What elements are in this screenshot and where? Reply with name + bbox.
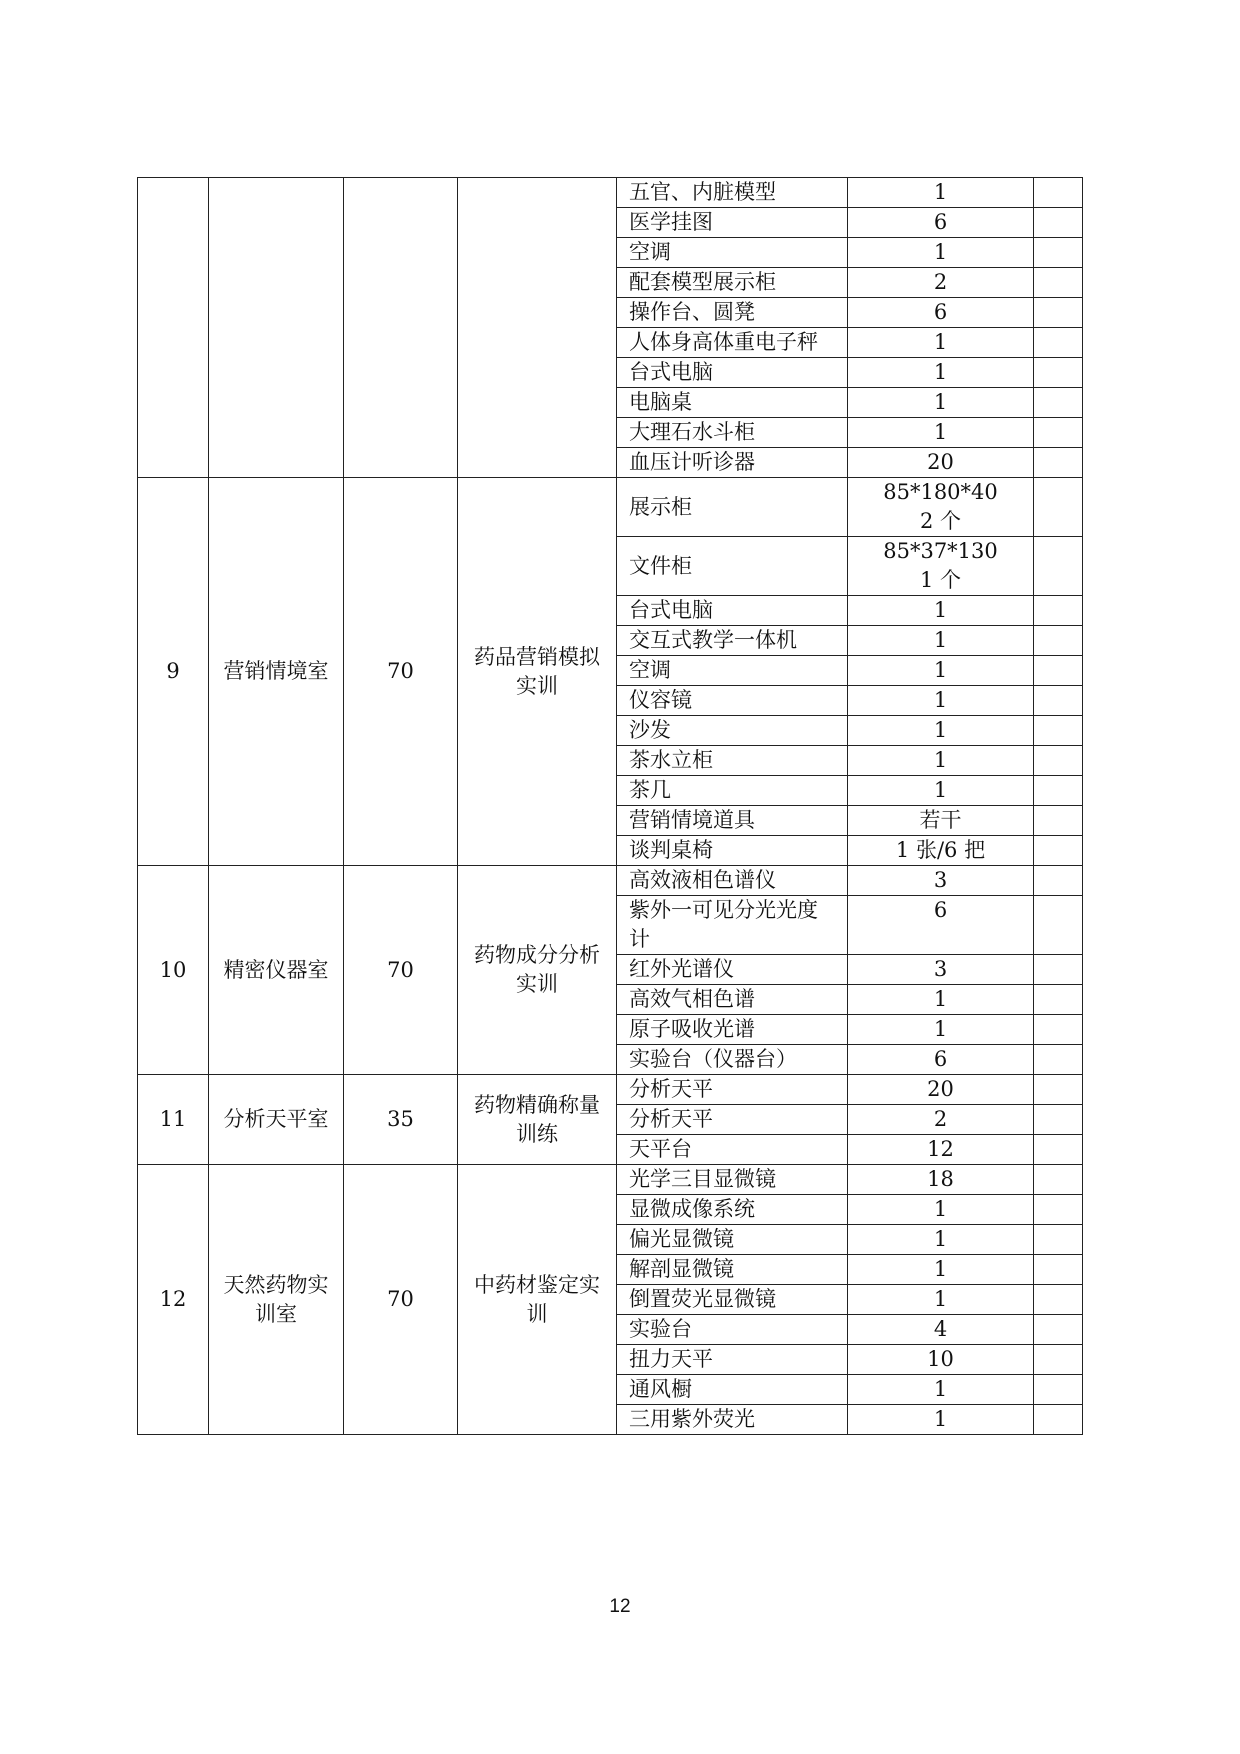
equipment-name-cell: 沙发 [617, 716, 848, 746]
equipment-name-cell: 倒置荧光显微镜 [617, 1285, 848, 1315]
text-line: 实训 [516, 972, 558, 996]
equipment-name-cell: 台式电脑 [617, 358, 848, 388]
room-number-cell: 11 [138, 1075, 209, 1165]
text-line: 天然药物实 [223, 1272, 329, 1297]
quantity-cell: 1 [848, 596, 1034, 626]
equipment-name-cell: 实验台 [617, 1315, 848, 1345]
remarks-cell [1034, 298, 1083, 328]
equipment-name-cell: 台式电脑 [617, 596, 848, 626]
remarks-cell [1034, 448, 1083, 478]
remarks-cell [1034, 896, 1083, 955]
quantity-cell: 1 [848, 626, 1034, 656]
quantity-cell: 2 [848, 268, 1034, 298]
room-number-cell: 12 [138, 1165, 209, 1435]
room-number-cell: 9 [138, 478, 209, 866]
quantity-cell: 1 [848, 716, 1034, 746]
remarks-cell [1034, 626, 1083, 656]
remarks-cell [1034, 1105, 1083, 1135]
equipment-name-cell: 交互式教学一体机 [617, 626, 848, 656]
room-number-cell [138, 178, 209, 478]
quantity-cell: 1 [848, 388, 1034, 418]
remarks-cell [1034, 686, 1083, 716]
quantity-cell: 1 [848, 1405, 1034, 1435]
text-line: 85*180*40 [883, 480, 998, 504]
area-cell: 70 [344, 478, 458, 866]
equipment-name-cell [617, 896, 848, 955]
equipment-name-cell: 分析天平 [617, 1105, 848, 1135]
remarks-cell [1034, 1015, 1083, 1045]
area-cell: 70 [344, 866, 458, 1075]
remarks-cell [1034, 1255, 1083, 1285]
remarks-cell [1034, 1075, 1083, 1105]
remarks-cell [1034, 178, 1083, 208]
remarks-cell [1034, 358, 1083, 388]
text-line: 中药材鉴定实 [474, 1272, 600, 1297]
equipment-name-cell: 扭力天平 [617, 1345, 848, 1375]
text-line: 训室 [255, 1301, 297, 1326]
equipment-name-cell: 空调 [617, 238, 848, 268]
quantity-cell: 10 [848, 1345, 1034, 1375]
remarks-cell [1034, 208, 1083, 238]
equipment-name-cell: 文件柜 [617, 537, 848, 596]
area-cell [344, 178, 458, 478]
equipment-table-body [138, 178, 1083, 1435]
table-row [138, 1165, 1083, 1195]
equipment-name-cell: 医学挂图 [617, 208, 848, 238]
quantity-cell: 1 [848, 1285, 1034, 1315]
remarks-cell [1034, 1345, 1083, 1375]
remarks-cell [1034, 656, 1083, 686]
page-number: 12 [609, 1596, 631, 1617]
equipment-name-cell: 谈判桌椅 [617, 836, 848, 866]
remarks-cell [1034, 1135, 1083, 1165]
training-project-cell [458, 866, 617, 1075]
quantity-cell: 1 [848, 1015, 1034, 1045]
training-project-cell [458, 1165, 617, 1435]
area-cell: 70 [344, 1165, 458, 1435]
equipment-name-cell: 营销情境道具 [617, 806, 848, 836]
quantity-cell: 1 [848, 776, 1034, 806]
quantity-cell: 6 [848, 298, 1034, 328]
remarks-cell [1034, 1285, 1083, 1315]
text-line: 训 [526, 1301, 548, 1326]
equipment-name-cell: 人体身高体重电子秤 [617, 328, 848, 358]
room-name-cell: 分析天平室 [209, 1075, 344, 1165]
remarks-cell [1034, 716, 1083, 746]
equipment-name-cell: 配套模型展示柜 [617, 268, 848, 298]
quantity-cell: 2 [848, 1105, 1034, 1135]
remarks-cell [1034, 388, 1083, 418]
quantity-cell: 6 [848, 1045, 1034, 1075]
remarks-cell [1034, 1165, 1083, 1195]
quantity-cell: 1 [848, 328, 1034, 358]
training-project-cell [458, 478, 617, 866]
table-row [138, 178, 1083, 208]
equipment-name-cell: 红外光谱仪 [617, 955, 848, 985]
quantity-cell: 6 [848, 896, 1034, 955]
equipment-name-cell: 高效液相色谱仪 [617, 866, 848, 896]
quantity-cell: 1 [848, 1375, 1034, 1405]
table-row [138, 1075, 1083, 1105]
quantity-cell: 1 [848, 686, 1034, 716]
text-line: 1 个 [919, 568, 962, 592]
remarks-cell [1034, 836, 1083, 866]
remarks-cell [1034, 746, 1083, 776]
quantity-cell [848, 537, 1034, 596]
equipment-name-cell: 解剖显微镜 [617, 1255, 848, 1285]
remarks-cell [1034, 1195, 1083, 1225]
text-line: 计 [629, 927, 650, 951]
remarks-cell [1034, 955, 1083, 985]
equipment-name-cell: 大理石水斗柜 [617, 418, 848, 448]
equipment-name-cell: 光学三目显微镜 [617, 1165, 848, 1195]
equipment-name-cell: 显微成像系统 [617, 1195, 848, 1225]
remarks-cell [1034, 1405, 1083, 1435]
table-row [138, 478, 1083, 537]
remarks-cell [1034, 596, 1083, 626]
quantity-cell: 12 [848, 1135, 1034, 1165]
quantity-cell: 若干 [848, 806, 1034, 836]
text-line: 药品营销模拟 [474, 644, 600, 669]
training-project-cell [458, 1075, 617, 1165]
quantity-cell: 1 [848, 178, 1034, 208]
remarks-cell [1034, 328, 1083, 358]
room-name-cell [209, 1165, 344, 1435]
equipment-name-cell: 血压计听诊器 [617, 448, 848, 478]
remarks-cell [1034, 268, 1083, 298]
quantity-cell: 1 张/6 把 [848, 836, 1034, 866]
area-cell: 35 [344, 1075, 458, 1165]
training-project-cell [458, 178, 617, 478]
remarks-cell [1034, 1375, 1083, 1405]
text-line: 药物精确称量 [474, 1092, 600, 1117]
equipment-name-cell: 实验台（仪器台） [617, 1045, 848, 1075]
remarks-cell [1034, 238, 1083, 268]
equipment-name-cell: 展示柜 [617, 478, 848, 537]
quantity-cell: 4 [848, 1315, 1034, 1345]
quantity-cell: 3 [848, 955, 1034, 985]
text-line: 紫外一可见分光光度 [629, 898, 818, 922]
equipment-name-cell: 原子吸收光谱 [617, 1015, 848, 1045]
text-line: 药物成分分析 [474, 943, 600, 967]
remarks-cell [1034, 537, 1083, 596]
quantity-cell: 20 [848, 1075, 1034, 1105]
equipment-name-cell: 高效气相色谱 [617, 985, 848, 1015]
equipment-name-cell: 偏光显微镜 [617, 1225, 848, 1255]
equipment-name-cell: 五官、内脏模型 [617, 178, 848, 208]
equipment-name-cell: 空调 [617, 656, 848, 686]
equipment-name-cell: 分析天平 [617, 1075, 848, 1105]
equipment-name-cell: 茶水立柜 [617, 746, 848, 776]
table-row [138, 866, 1083, 896]
equipment-name-cell: 茶几 [617, 776, 848, 806]
equipment-name-cell: 三用紫外荧光 [617, 1405, 848, 1435]
quantity-cell: 1 [848, 656, 1034, 686]
equipment-name-cell: 仪容镜 [617, 686, 848, 716]
remarks-cell [1034, 866, 1083, 896]
remarks-cell [1034, 478, 1083, 537]
quantity-cell: 1 [848, 238, 1034, 268]
quantity-cell: 1 [848, 418, 1034, 448]
equipment-name-cell: 操作台、圆凳 [617, 298, 848, 328]
equipment-name-cell: 天平台 [617, 1135, 848, 1165]
quantity-cell: 1 [848, 985, 1034, 1015]
text-line: 2 个 [919, 509, 962, 533]
remarks-cell [1034, 1225, 1083, 1255]
quantity-cell: 1 [848, 746, 1034, 776]
quantity-cell [848, 478, 1034, 537]
room-name-cell: 营销情境室 [209, 478, 344, 866]
room-number-cell: 10 [138, 866, 209, 1075]
remarks-cell [1034, 1315, 1083, 1345]
quantity-cell: 1 [848, 358, 1034, 388]
remarks-cell [1034, 806, 1083, 836]
equipment-table [137, 177, 1083, 1435]
equipment-name-cell: 通风橱 [617, 1375, 848, 1405]
room-name-cell: 精密仪器室 [209, 866, 344, 1075]
equipment-name-cell: 电脑桌 [617, 388, 848, 418]
text-line: 训练 [516, 1121, 558, 1146]
quantity-cell: 18 [848, 1165, 1034, 1195]
remarks-cell [1034, 1045, 1083, 1075]
room-name-cell [209, 178, 344, 478]
quantity-cell: 20 [848, 448, 1034, 478]
text-line: 实训 [516, 673, 558, 698]
quantity-cell: 3 [848, 866, 1034, 896]
quantity-cell: 1 [848, 1225, 1034, 1255]
text-line: 85*37*130 [883, 539, 998, 563]
quantity-cell: 1 [848, 1195, 1034, 1225]
quantity-cell: 6 [848, 208, 1034, 238]
remarks-cell [1034, 418, 1083, 448]
remarks-cell [1034, 985, 1083, 1015]
remarks-cell [1034, 776, 1083, 806]
quantity-cell: 1 [848, 1255, 1034, 1285]
